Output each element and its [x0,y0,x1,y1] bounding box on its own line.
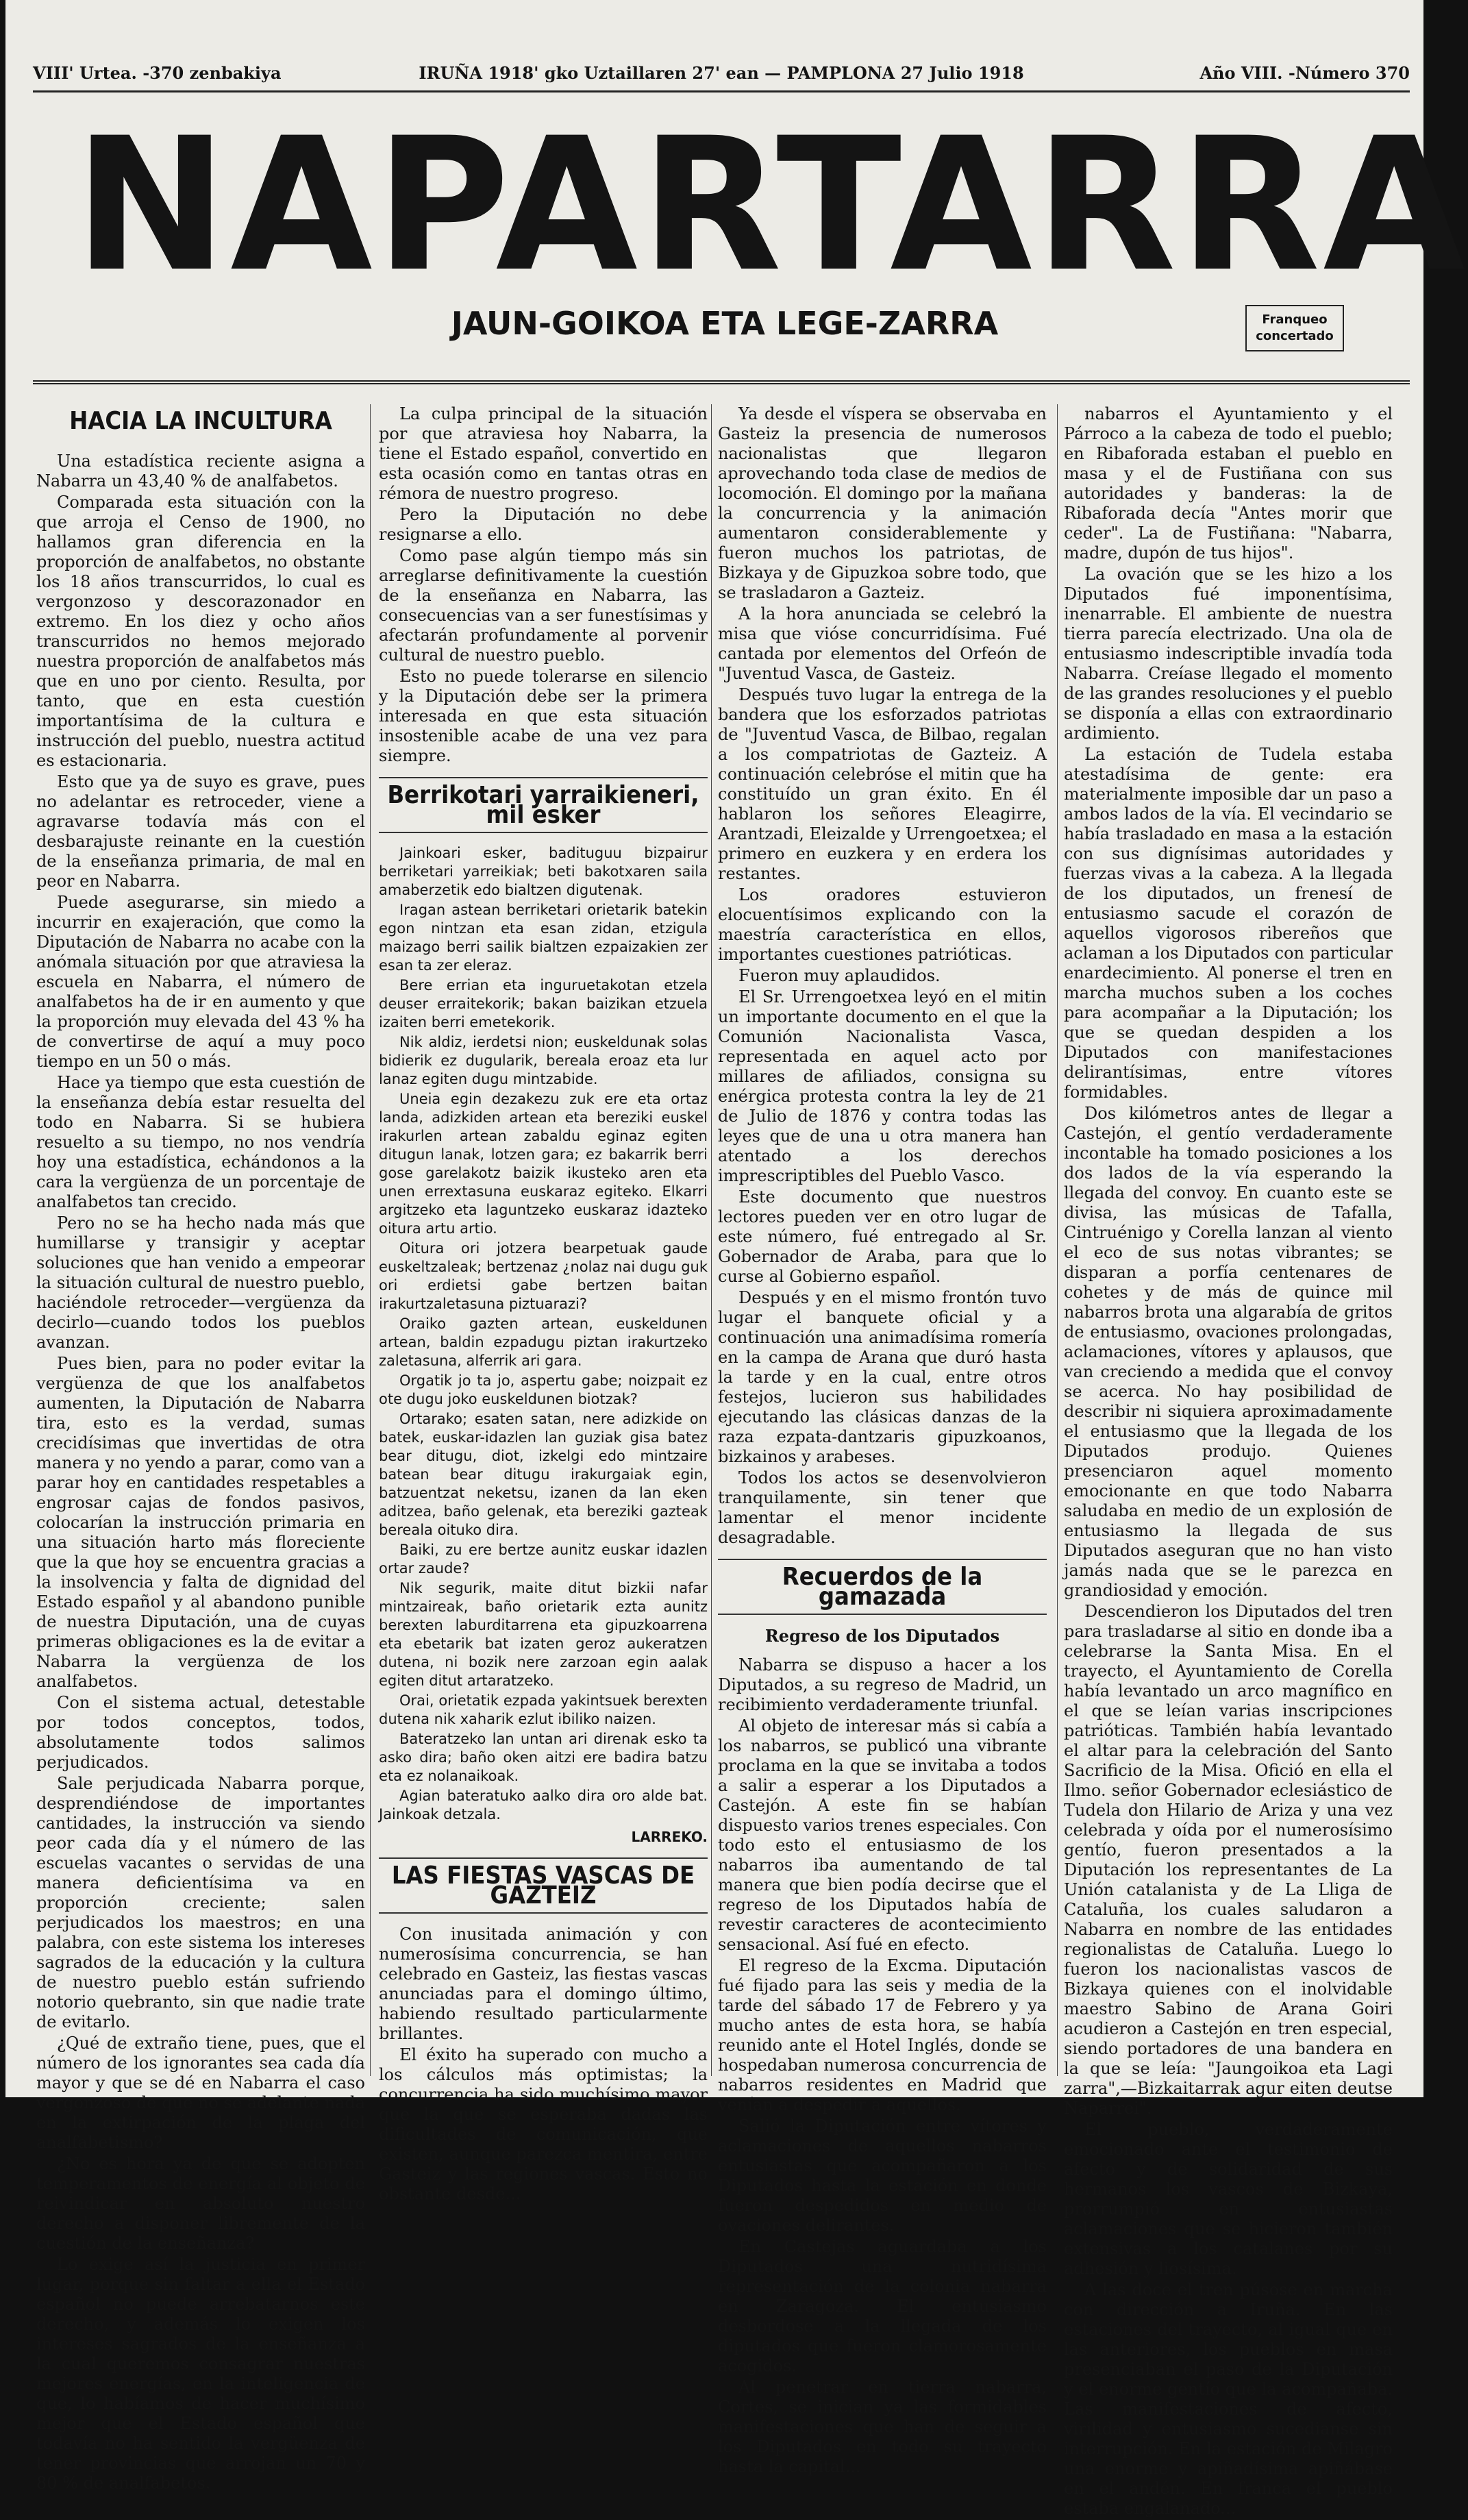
dateline: IRUÑA 1918' gko Uztaillaren 27' ean — PAMPLONA 27 Julio 1918 [419,62,1024,83]
basque-article [379,844,708,1846]
paragraph: El Sr. Urrengoetxea leyó en el mitin un importante documento en el que la Comunión Nacionalista Vasca, representada en aquel acto por millares de afiliados, consigna su enérgica protesta contra la ley de 21 de Julio de 1876 y contra todas las leyes que de una u otra manera han atentado a los derechos imprescriptibles del Pueblo Vasco. [718,987,1047,1185]
issue-basque: VIII' Urtea. -370 zenbakiya [33,62,282,83]
column-divider [1057,404,1058,2076]
paragraph: El pueblo, verdaderamente emocionado ante el testimonio de afecto y de solidaridad de sus hermanos los vascos de Bizkaya, prorrumpió en entusiastas aclamaciones que se hicieron también extensivas a los catalanes por su adhesión y liosísima. [1064,2120,1393,2278]
signature: LARREKO. [631,1829,708,1845]
paragraph: Oitura ori jotzera bearpetuak gaude euskeltzaleak; bertzenaz ¿nolaz nai dugu guk ori erdietsi gabe bertzen baitan irakurtzaletasuna piztuarazi? [379,1240,708,1312]
paragraph: Este documento que nuestros lectores pueden ver en otro lugar de este número, fué entregado al Sr. Gobernador de Araba, para que lo curse al Gobierno español. [718,1187,1047,1286]
paragraph: Agian bateratuko aalko dira oro alde bat. Jainkoak detzala. [379,1788,708,1823]
paragraph: Después y en el mismo frontón tuvo lugar el banquete oficial y a continuación una animadísima romería en la campa de Arana que duró hasta la tarde y en la cual, entre otros festejos, lucieron sus habilidades ejecutando las clásicas danzas de la raza ezpata-dantzaris gipuzkoanos, bizkainos y arabeses. [718,1288,1047,1466]
paragraph: Nabarra se dispuso a hacer a los Diputados, a su regreso de Madrid, un recibimiento verdaderamente triunfal. [718,1655,1047,1714]
article-title: Berrikotari yarraikieneri, mil esker [379,777,708,833]
paragraph: Al objeto de interesar más si cabía a los nabarros, se publicó una vibrante proclama en la que se invitaba a todos a salir a esperar a los Diputados a Castejón. A este fin se habían dispuesto varios trenes especiales. Con todo esto el entusiasmo de los nabarros iba aumentando de tal manera que bien podía decirse que el regreso de los Diputados había de revestir caracteres de acontecimiento sensacional. Así fué en efecto. [718,1716,1047,1954]
paragraph: Pues bien, para no poder evitar la vergüenza de que los analfabetos aumenten, la Diputación de Nabarra tira, esto es la verdad, sumas crecidísimas que invertidas de otra manera y no yendo a parar, como van a parar hoy en cantidades respetables a engrosar cajas de fondos pasivos, colocarían la instrucción primaria en una situación harto más floreciente que la que hoy se encuentra gracias a la insolvencia y falta de dignidad del Estado español y al abandono punible de nuestra Diputación, una de cuyas primeras obligaciones es la de evitar a Nabarra la vergüenza de los analfabetos. [36,1354,365,1691]
paragraph: Todos los actos se desenvolvieron tranquilamente, sin tener que lamentar el menor incidente desagradable. [718,1468,1047,1547]
paragraph: Con inusitada animación y con numerosísima concurrencia, se han celebrado en Gasteiz, las fiestas vascas anunciadas para el domingo último, habiendo resultado particularmente brillantes. [379,1925,708,2043]
paragraph: Como pase algún tiempo más sin arreglarse definitivamente la cuestión de la enseñanza en Nabarra, las consecuencias van a ser funestísimas y afectarán profundamente al porvenir cultural de nuestro pueblo. [379,546,708,665]
paragraph: Esto que ya de suyo es grave, pues no adelantar es retroceder, viene a agravarse todavía más con el desbarajuste reinante en la cuestión de la enseñanza primaria, de mal en peor en Nabarra. [36,772,365,891]
paragraph: El éxito ha superado con mucho a los cálculos más optimistas; la concurrencia ha sido muchísimo mayor que la que se esperaba dadas las dificultades de comunicación, que existen, aunque parezca mentira, entre Gasteiz y las regiones vascas. Esto no obstante desde... [379,2045,708,2203]
paragraph: Jainkoari esker, badituguu bizpairur berriketari yarreikiak; beti bakotxaren saila amaberzetik edo bialtzen digutenak. [379,845,708,898]
article-title: HACIA LA INCULTURA [69,407,332,435]
paragraph: El regreso de la Excma. Diputación fué fijado para las seis y media de la tarde del sábado 17 de Febrero y ya mucho antes de esta hora, se había reunido ante el Hotel Inglés, donde se hospedaban numerosa concurrencia de nabarros residentes en Madrid que venían a despedir a aquellos. [718,1956,1047,2114]
paragraph: Uneia egin dezakezu zuk ere eta ortaz landa, adizkiden artean eta bereziki euskel irakurlen artean zabaldu eginaz egiten ditugun lanak, lotzen gara; ez bakarrik berri gose garelakotz baizik ikusteko aren eta unen errextasuna euskaraz egiteko. Elkarri argitzeko eta laguntzeko euskaraz idazteko oitura artu artio. [379,1091,708,1237]
paragraph: Pero no se ha hecho nada más que humillarse y transigir y aceptar soluciones que han venido a empeorar la situación cultural de nuestro pueblo, haciéndole retroceder—vergüenza da decirlo—cuando todos los pueblos avanzan. [36,1213,365,1352]
motto: JAUN-GOIKOA ETA LEGE-ZARRA [451,305,999,342]
column-1 [36,404,365,2495]
newspaper-page [5,0,1468,2518]
paragraph: Con el sistema actual, detestable por todos conceptos, todos, absolutamente todos salimos perjudicados. [36,1693,365,1772]
paragraph: ¿Qué de extraño tiene, pues, que el número de los ignorantes sea cada día mayor y que se dé en Nabarra el caso vergonzoso de que no se adelante nada en la extirpación de la plaga del analfabetismo? [36,2034,365,2152]
paragraph: Iragan astean berriketari orietarik batekin egon nintzan eta esan zidan, etzigula maizago berri sailik bialtzen ezpaizakien zer esan ta zer eleraz. [379,902,708,974]
paragraph: Hace ya tiempo que esta cuestión de la enseñanza debía estar resuelta del todo en Nabarra. Si se hubiera resuelto a su tiempo, no nos vendría hoy una estadística, echándonos a la cara la vergüenza de un porcentaje de analfabetos tan crecido. [36,1073,365,1211]
paragraph: Descendieron los Diputados del tren para trasladarse al sitio en donde iba a celebrarse la Santa Misa. En el trayecto, el Ayuntamiento de Corella había levantado un arco magnífico en el que se leían varias inscripciones patrióticas. También había levantado el altar para la celebración del Santo Sacrificio de la Misa. Ofició en ella el Ilmo. señor Gobernador eclesiástico de Tudela don Hilario de Ariza y una vez celebrada y oída por el numerosísimo gentío, fueron presentados a la Diputación los representantes de La Unión catalanista y de La Lliga de Cataluña, los cuales saludaron a Nabarra en nombre de las entidades regionalistas de Cataluña. Luego lo fueron los nacionalistas vascos de Bizkaya quienes con el inolvidable maestro Sabino de Arana Goiri acudieron a Castejón en tren especial, siendo portadores de una bandera en la que se leía: "Jaungoikoa eta Lagi zarra",—Bizkaitarrak agur eiten deutse Naparrei". [1064,1602,1393,2118]
issue-spanish: Año VIII. -Número 370 [1199,62,1410,83]
paragraph: Ya desde el víspera se observaba en Gasteiz la presencia de numerosos nacionalistas que llegaron aprovechando toda clase de medios de locomoción. El domingo por la mañana la concurrencia y la animación aumentaron considerablemente y fueron muchos los patriotas, de Bizkaya y de Gipuzkoa sobre todo, que se trasladaron a Gazteiz. [718,404,1047,602]
paragraph: A las doce el tren púsose en marcha con dirección a Iruña. En las estaciones del trayecto, al igual que en las anteriores, los pueblos en masa presenciaban el paso de la Diputación y el enorme gentío que la acompañaba. Las manifestaciones de afecto, virilidad y entusiasmo sucedianse sin interrupción. En la estación de Milagro una enorme y apiñadísima apiñábase en el andén. En franca el pueblo estaba engalanado... [1064,2280,1393,2518]
paragraph: Oraiko gazten artean, euskeldunen artean, baldin ezpadugu piztan irakurtzeko zaletasuna, alferrik ari gara. [379,1315,708,1369]
paragraph: Nik aldiz, ierdetsi nion; euskeldunak solas bidierik ez dugularik, bereala eroaz eta lur lanaz egiten dugu mintzabide. [379,1034,708,1087]
paragraph: Salió la Diputación entre vítores y aclamaciones de aquellos nabarros entusiastas que acompañaron a los Diputados hasta la estación en donde fueron despedidos en medio de ovaciones delirantes. [718,2116,1047,2235]
paragraph: Baiki, zu ere bertze aunitz euskar idazlen ortar zaude? [379,1542,708,1577]
paragraph: ¿No es hora ya de que se adopten temperamentos de energía al objeto de reivindicar en absoluto nuestro derecho a disponer libremente de la cuestión de la enseñanza? [36,2154,365,2253]
paragraph: Esto no puede tolerarse en silencio y la Diputación debe ser la primera interesada en que esta situación insostenible acabe de una vez para siempre. [379,667,708,765]
article-subtitle: Regreso de los Diputados [764,1626,1000,1646]
paragraph: Sale perjudicada Nabarra porque, desprendiéndose de importantes cantidades, la instrucción va siendo peor cada día y el número de las escuelas vacantes o servidas de una manera deficientísima va en proporción creciente; salen perjudicados los maestros; en una palabra, con este sistema los intereses sagrados de la educación y la cultura de nuestro pueblo están sufriendo notorio quebranto, sin que nadie trate de evitarlo. [36,1774,365,2031]
masthead-title: NAPARTARRA [74,99,1468,312]
paragraph: Bateratzeko lan untan ari direnak esko ta asko dira; baño oken aitzi ere badira batzu eta ez nolanaikoak. [379,1731,708,1784]
column-3 [718,404,1047,2478]
column-4 [1064,404,1393,2520]
paragraph: Pero la Diputación no debe resignarse a ello. [379,505,708,544]
article-title: LAS FIESTAS VASCAS DE GAZTEIZ [379,1857,708,1914]
paragraph: La estación de Tudela estaba atestadísima de gente: era materialmente imposible dar un paso a ambos lados de la vía. El vecindario se había trasladado en masa a la estación con sus dignísimas autoridades y fuerzas vivas a la cabeza. A la llegada de los diputados, un frenesí de entusiasmo sacude el corazón de aquellos vigorosos ribereños que aclaman a los Diputados con particular enardecimiento. Al ponerse el tren en marcha muchos suben a los coches para acompañar a la Diputación; los que se quedan despiden a los Diputados con manifestaciones delirantísimas, entre vítores formidables. [1064,745,1393,1102]
paragraph: Dos kilómetros antes de llegar a Castejón, el gentío verdaderamente incontable ha tomado posiciones a los dos lados de la vía esperando la llegada del convoy. En cuanto este se divisa, las músicas de Tafalla, Cintruénigo y Corella lanzan al viento el eco de sus notas vibrantes; se disparan a porfía centenares de cohetes y de más de quince mil nabarros brota una algarabía de gritos de entusiasmo, ovaciones prolongadas, aclamaciones, vítores y aplausos, que van creciendo a medida que el convoy se acerca. No hay posibilidad de describir ni siquiera aproximadamente el entusiasmo que la llegada de los Diputados produjo. Quienes presenciaron aquel momento emocionante en que todo Nabarra saludaba en medio de un explosión de entusiasmo la llegada de sus Diputados aseguran que no han visto jamás nada que se le parezca en grandiosidad y emoción. [1064,1104,1393,1600]
paragraph: Orgatik jo ta jo, aspertu gabe; noizpait ez ote dugu joko euskeldunen biotzak? [379,1372,708,1407]
paragraph: Una estadística reciente asigna a Nabarra un 43,40 % de analfabetos. [36,452,365,491]
column-divider [370,404,371,2076]
column-divider [711,404,712,2076]
paragraph: Después tuvo lugar la entrega de la bandera que los esforzados patriotas de "Juventud Vasca, de Bilbao, regalan a los compatriotas de Gazteiz. A continuación celebróse el mitin que ha constituído un gran éxito. En él hablaron los señores Eleagirre, Arantzadi, Eleizalde y Urrengoetxea; el primero en euzkera y en erdera los restantes. [718,685,1047,883]
paragraph: La culpa principal de la situación por que atraviesa hoy Nabarra, la tiene el Estado español, convertido en esta ocasión como en tantas otras en rémora de nuestro progreso. [379,404,708,503]
paragraph: Los oradores estuvieron elocuentísimos explicando con la maestría característica en ellos, importantes cuestiones patrióticas. [718,885,1047,964]
paragraph: Comparada esta situación con la que arroja el Censo de 1900, no hallamos gran diferencia en la proporción de analfabetos, no obstante los 18 años transcurridos, lo cual es vergonzoso y descorazonador en extremo. En los diez y ocho años transcurridos no hemos mejorado nuestra proporción de analfabetos más que en uno por ciento. Resulta, por tanto, que en esta cuestión importantísima de la cultura e instrucción del pueblo, nuestra actitud es estacionaria. [36,493,365,770]
paragraph: Bere errian eta inguruetakotan etzela deuser erraitekorik; bakan baizikan etzuela izaiten berri emetekorik. [379,977,708,1030]
paragraph: En Castejas aguardaba a los Diputados una nutridísima representación de la colonia nabarra en Zaragoza. El entusiasmo desbordose a la llegada de los diputados que fueron clamorosamente acogidos. [718,2237,1047,2375]
paragraph: Fueron muy aplaudidos. [738,966,941,985]
paragraph: Lo exige así la justicia en primer lugar, porque sin faltar a ella el Estado español no puede arrebatarnos este derecho, y además lo exigen los intereses sagrados de la enseñanza a la cual queremos consagrar nuestras mejores energías, en la inteligencia de que, lo habíamos de hacer muchísimo mejor que el Estado español que todavía no ha sentido la vergüenza de tener provincias que arrojan un 70 y 80 % de analfabetos. [36,2255,365,2493]
paragraph: Nik segurik, maite ditut bizkii nafar mintzaireak, baño orietarik ezta aunitz berexten laburditarrena eta gipuzkoarrena eta ebetarik bat izaten geroz aukeratzen dutena, ni bozik nere zarzoan egin aalak egiten ditut artaratzeko. [379,1580,708,1689]
masthead-rule [33,380,1410,384]
header-bar [33,55,1410,92]
paragraph: nabarros el Ayuntamiento y el Párroco a la cabeza de todo el pueblo; en Ribaforada estaban el pueblo en masa y el de Fustiñana con sus autoridades y banderas: la de Ribaforada decía "Antes morir que ceder". La de Fustiñana: "Nabarra, madre, dupón de tus hijos". [1064,404,1393,563]
paragraph: Al penetrar en tierra nabarra, Cortes, se inician ya las formidables manifestaciones que han de seguir a los Diputados en todo su trayecto hasta la capital... [718,2377,1047,2476]
paragraph: A la hora anunciada se celebró la misa que vióse concurridísima. Fué cantada por elementos del Orfeón de "Juventud Vasca, de Gasteiz. [718,604,1047,683]
paragraph: Ortarako; esaten satan, nere adizkide on batek, euskar-idazlen lan guziak gisa batez bear ditugu, diot, izkelgi edo mintzaire batean bear ditugu irakurgaiak egin, batzuentzat neketsu, izanen da lan eken aditzea, baño gelenak, eta bereziki gazteak bereala oituko dira. [379,1411,708,1538]
paragraph: Orai, orietatik ezpada yakintsuek berexten dutena nik xaharik ezlut ibiliko naizen. [379,1692,708,1727]
paragraph: Puede asegurarse, sin miedo a incurrir en exajeración, que como la Diputación de Nabarra no acabe con la anómala situación por que atraviesa la escuela en Nabarra, el número de analfabetos ha de ir en aumento y que la proporción muy elevada del 43 % ha de convertirse de aquí a muy poco tiempo en un 50 o más. [36,893,365,1071]
column-2 [379,404,708,2206]
postage-stamp: Franqueo concertado [1245,305,1344,351]
paragraph: La ovación que se les hizo a los Diputados fué imponentísima, inenarrable. El ambiente de nuestra tierra parecía electrizado. Una ola de entusiasmo indescriptible invadía toda Nabarra. Creíase llegado el momento de las grandes resoluciones y el pueblo se disponía a ellas con extraordinario ardimiento. [1064,565,1393,743]
article-title: Recuerdos de la gamazada [718,1559,1047,1615]
